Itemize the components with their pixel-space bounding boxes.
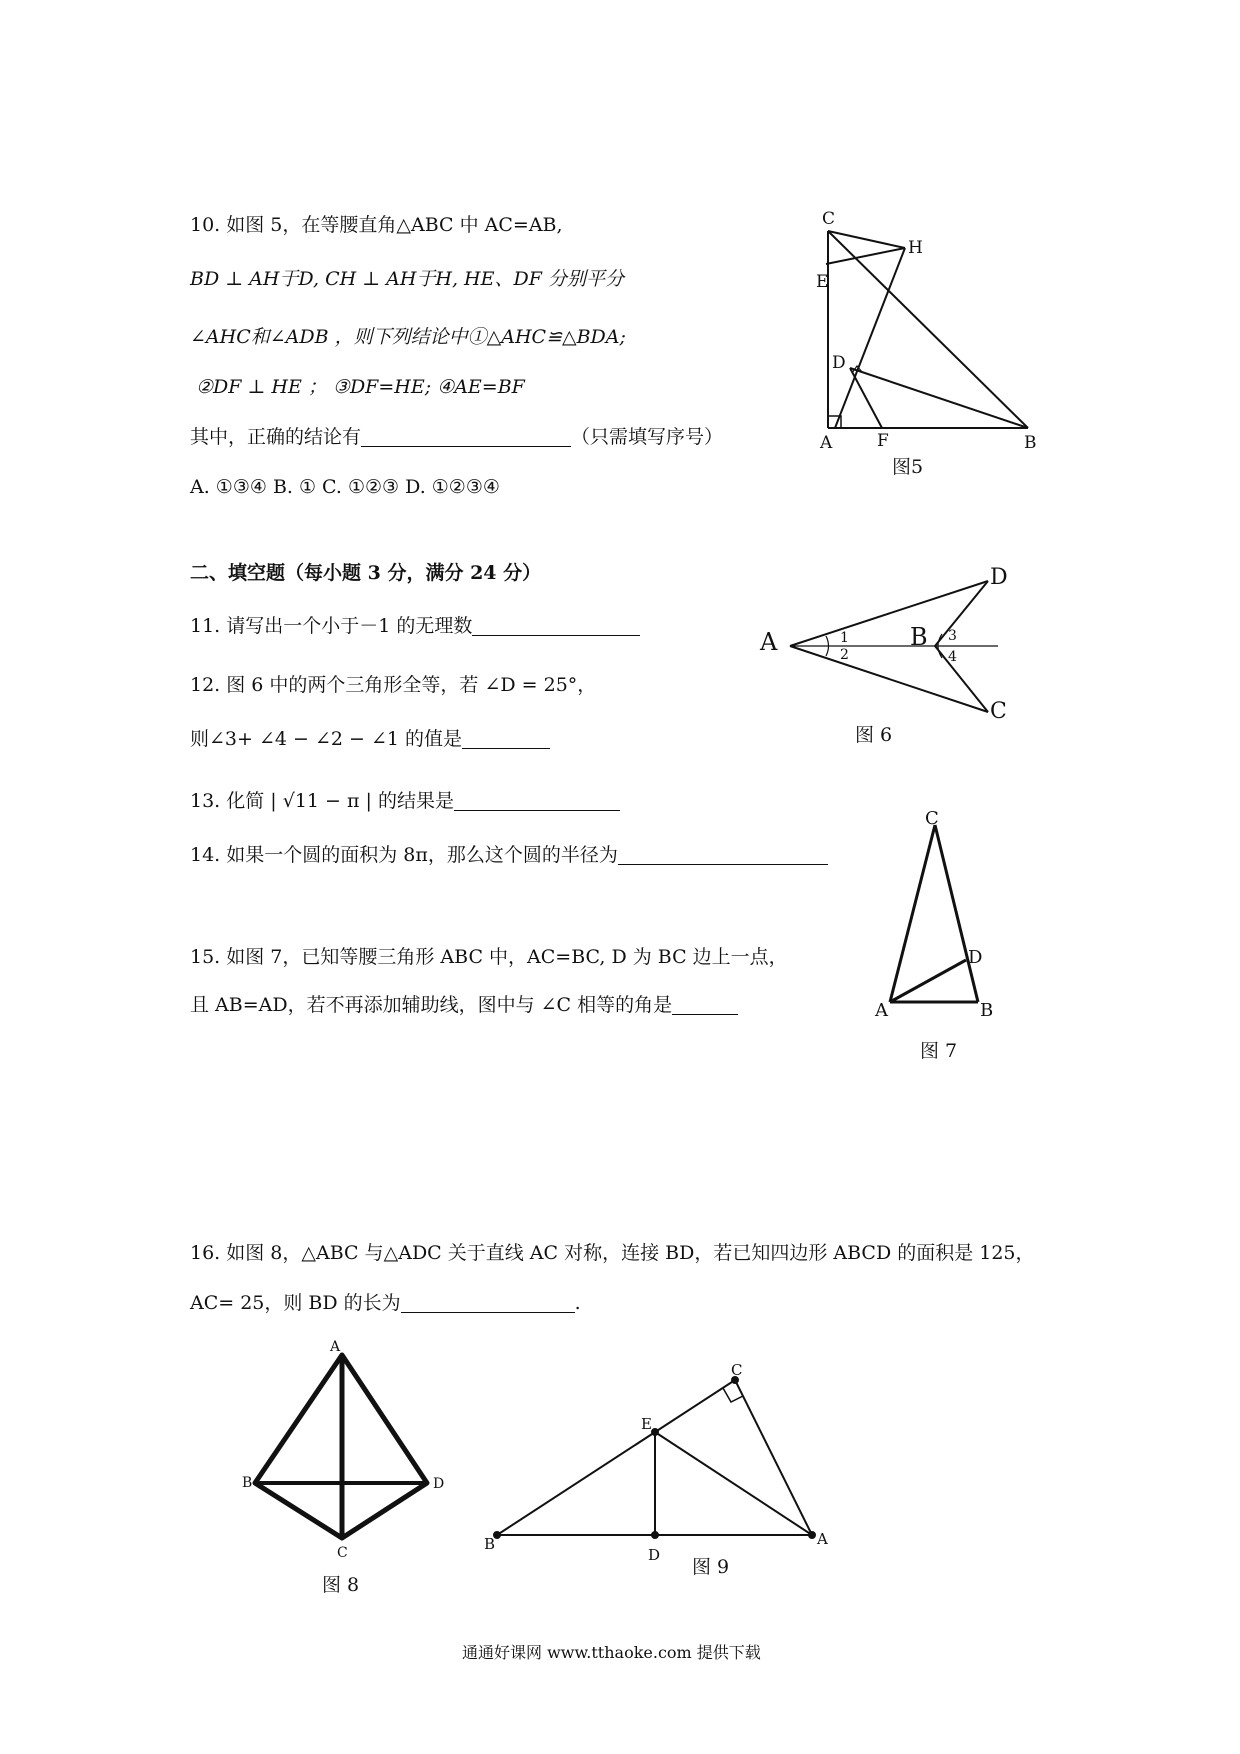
fig9-caption: 图 9 (692, 1556, 730, 1578)
fig8-label-A: A (330, 1339, 341, 1355)
q10-prompt: 其中，正确的结论有 (190, 426, 362, 448)
q12-line1: 12. 图 6 中的两个三角形全等，若 ∠D = 25°， (190, 674, 597, 696)
fig6-label-1: 1 (840, 630, 849, 646)
figure-8 (255, 1355, 427, 1538)
fig7-label-A: A (875, 1000, 888, 1021)
q14-text: 14. 如果一个圆的面积为 8π，那么这个圆的半径为 (190, 844, 618, 866)
figure-9 (494, 1377, 815, 1538)
fig7-label-D: D (968, 947, 983, 968)
q10-line2: BD ⊥ AH于D, CH ⊥ AH于H, HE、DF 分别平分 (190, 268, 624, 290)
footer-text: 通通好课网 www.tthaoke.com 提供下载 (462, 1643, 761, 1662)
figure-5-labels (816, 209, 1037, 453)
fig9-label-C: C (731, 1361, 743, 1379)
fig6-label-B: B (910, 623, 928, 651)
fig9-label-E: E (641, 1415, 652, 1433)
figure-6 (790, 581, 998, 712)
q15-text: 且 AB=AD，若不再添加辅助线，图中与 ∠C 相等的角是 (190, 994, 673, 1016)
q15-line1: 15. 如图 7，已知等腰三角形 ABC 中，AC=BC, D 为 BC 边上一点， (190, 946, 788, 968)
figure-5 (826, 231, 1028, 428)
fig7-label-B: B (980, 1000, 994, 1021)
fig6-label-4: 4 (948, 649, 957, 665)
fig9-label-D: D (648, 1546, 661, 1564)
fig8-label-D: D (433, 1476, 445, 1492)
fig8-label-C: C (337, 1545, 348, 1561)
fig5-label-C: C (822, 209, 836, 229)
q13-text: 13. 化简 | √11 − π | 的结果是 (190, 790, 454, 812)
q10-options: A. ①③④ B. ① C. ①②③ D. ①②③④ (190, 476, 500, 498)
fig6-label-C: C (990, 699, 1007, 724)
fig7-label-C: C (925, 808, 939, 829)
fig5-caption: 图5 (892, 456, 924, 478)
fig6-label-A: A (760, 628, 778, 656)
fig6-caption: 图 6 (855, 724, 893, 746)
q11-text: 11. 请写出一个小于－1 的无理数 (190, 615, 473, 637)
fig6-label-D: D (990, 565, 1008, 590)
figure-7 (890, 825, 978, 1002)
q10-line3: ∠AHC和∠ADB ，则下列结论中①△AHC≌△BDA; (190, 326, 626, 348)
fig6-label-2: 2 (840, 647, 849, 663)
fig7-caption: 图 7 (920, 1040, 958, 1062)
q16-line1: 16. 如图 8，△ABC 与△ADC 关于直线 AC 对称，连接 BD，若已知四边形 ABCD 的面积是 125， (190, 1242, 1035, 1264)
fig5-label-B: B (1024, 433, 1037, 453)
fig9-label-A: A (817, 1530, 828, 1548)
q12-text: 则∠3+ ∠4 − ∠2 − ∠1 的值是 (190, 728, 463, 750)
q10-hint: （只需填写序号） (571, 426, 724, 448)
section-heading: 二、填空题（每小题 3 分，满分 24 分） (190, 562, 542, 584)
fig6-label-3: 3 (948, 628, 957, 644)
q16-period: . (574, 1292, 581, 1314)
fig5-label-D: D (832, 353, 846, 373)
fig5-label-F: F (877, 431, 889, 451)
fig5-label-H: H (908, 238, 923, 258)
fig5-label-A: A (820, 433, 833, 453)
q16-text: AC= 25，则 BD 的长为 (190, 1292, 401, 1314)
q10-line1: 10. 如图 5，在等腰直角△ABC 中 AC=AB, (190, 214, 563, 236)
fig8-caption: 图 8 (322, 1574, 360, 1596)
fig5-label-E: E (816, 272, 829, 292)
fig9-label-B: B (484, 1535, 496, 1553)
fig8-label-B: B (242, 1475, 253, 1491)
q10-line4: ②DF ⊥ HE ； ③DF=HE; ④AE=BF (196, 376, 525, 398)
